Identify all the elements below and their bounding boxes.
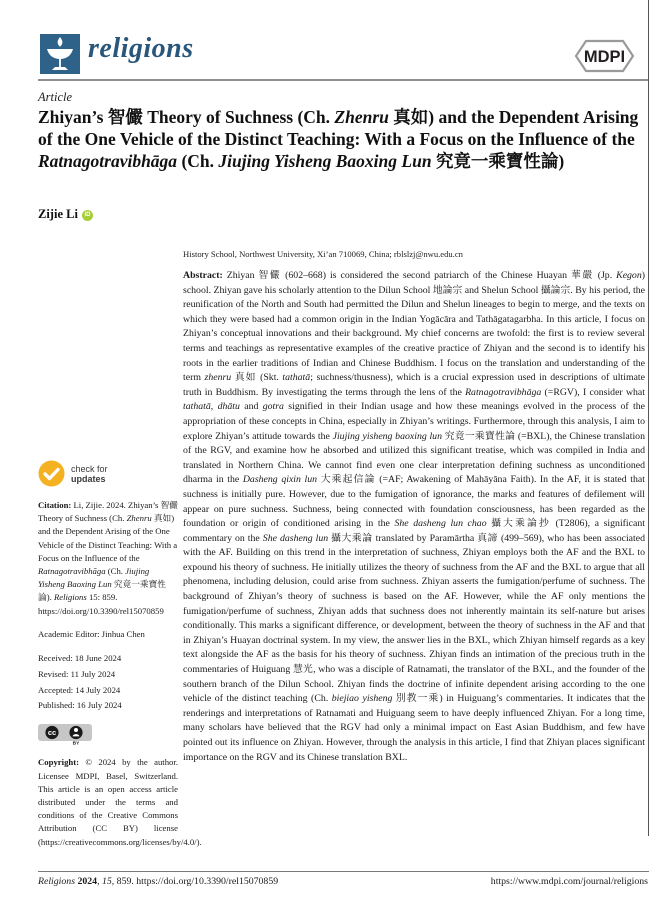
chalice-flame-icon [40,34,80,74]
svg-text:cc: cc [47,728,57,738]
footer-journal-url[interactable]: https://www.mdpi.com/journal/religions [490,876,648,887]
author-name: Zijie Li [38,207,78,221]
footer-citation[interactable]: Religions 2024, 15, 859. https://doi.org/10.3390/rel15070859 [38,876,279,887]
footer-rule [38,871,649,872]
header-rule [38,79,649,81]
date-published: Published: 16 July 2024 [38,700,122,711]
page-edge-line [648,0,649,836]
date-accepted: Accepted: 14 July 2024 [38,684,121,695]
mdpi-logo[interactable] [566,38,644,74]
cc-by-license-badge[interactable] [38,724,92,745]
author-line [38,207,93,222]
journal-name: religions [88,33,194,64]
article-type-label: Article [38,90,73,104]
orcid-icon[interactable]: iD [82,210,93,221]
check-for-updates-badge[interactable] [38,460,178,487]
abstract-text: Abstract: Zhiyan 智儼 (602–668) is considered the second patriarch of the Chinese Huayan 華嚴 (Jp. Kegon) school. Zhiyan gave his scholarly attention to the Dilun School 地論宗 and Shelun School 攝論宗. By his period, the reunification of the North and South had permitted the Dilun and Shelun lineages to begin to merge, and the texts on which they were based had a common origin in the Indian Yogācāra and Tathāgatagarbha. In this article, I focus on Zhiyan’s conceptual innovations and their background. My chief concerns are twofold: the first is to review several terms and teachings as representative examples of the creative practice of Zhiyan and the second is to identify his roots in the earlier traditions of Indian and Chinese Buddhism. I focus on the translation and understanding of the term zhenru 真如 (Skt. tathatā; suchness/thusness), which is a crucial expression used in descriptions of ultimate truth in Buddhism. By investigating the terms through the lens of the Ratnagotravibhāga (=RGV), I consider what tathatā, dhātu and gotra signified in their Indian usage and how these meanings evolved in the process of the appropriation of these concepts in China, especially in Zhiyan’s writings. Furthermore, through this analysis, I aim to explore Zhiyan’s attitude towards the Jiujing yisheng baoxing lun 究竟一乘寶性論 (=BXL), the Chinese translation of the RGV, and examine how he absorbed and utilized this significant treatise, which was compiled in India and translated in Northern China. We cannot find even one clear interpretation defining suchness as unconditioned dharma in the Dasheng qixin lun 大乘起信論 (=AF; Awakening of Mahāyāna Faith). In the AF, it is stated that suchness is initially pure. However, due to the fumigation of ignorance, the marks and features of defilement will appear on pure suchness. Suchness, being connected with foundation consciousness, has been regarded as the foundation or origin of conditioned arising in the She dasheng lun chao 攝大乘論抄 (T2806), a significant commentary on the She dasheng lun 攝大乘論 translated by Paramārtha 真諦 (499–569), who has been associated with the AF. Building on this trend in the interpretation of suchness, Zhiyan employs both the AF and the BXL to expound his theory of suchness. He initially utilizes the theory of suchness from the AF and the BXL to argue that all phenomena, including delusion, could arise from suchness. Zhiyan asserts the fumigation/perfume of suchness. The background of Zhiyan’s theory of suchness is based on the AF. However, while the AF only mentions the fumigation/perfume of suchness, Zhiyan adds that suchness does not inherently maintain its self-nature but arises conditionally. This marks a significant difference, or development, between the theory of suchness in the AF and that in Zhiyan’s Huayan doctrinal system. In my view, the answer lies in the BXL, which Zhiyan himself regards as a key text alongside the AF as the basis for his theory of suchness. Zhiyan finds an intimation of the precious truth in the commentaries of Huiguang 慧光, who was a disciple of Ratnamati, the translator of the BXL, and the founder of the southern branch of the Dilun School. Zhiyan finds the doctrine of infinite dependent arising according to the one vehicle of the distinct teaching (Ch. biejiao yisheng 別教一乘) in Huiguang’s commentaries. It indicates that the renderings and interpretations of Ratnamati and Huiguang seem to have deeply influenced Zhiyan. For a long time, many scholars have believed that the RGV had only a minimal impact on East Asian Buddhism, and few have pointed out its influence on Zhiyan. However, through the analysis in this article, I find that Zhiyan places significant importance on the RGV and its Chinese translation BXL. [183,270,645,763]
date-received: Received: 18 June 2024 [38,653,122,664]
citation-block: Citation: Li, Zijie. 2024. Zhiyan’s 智儼 Theory of Suchness (Ch. Zhenru 真如) and the Dependent Arising of the One Vehicle of the Distinct Teaching: With a Focus on the Influence of the Ratnagotravibhāga (Ch. Jiujing Yisheng Baoxing Lun 究竟一乘寶性論). Religions 15: 859. https://doi.org/10.3390/rel15070859 [38,500,178,616]
svg-text:BY: BY [72,741,80,746]
date-revised: Revised: 11 July 2024 [38,668,116,679]
page-title: Zhiyan’s 智儼 Theory of Suchness (Ch. Zhenru 真如) and the Dependent Arising of the One Vehicle of the Distinct Teaching: With a Focus on the Influence of the Ratnagotravibhāga (Ch. Jiujing Yisheng Baoxing Lun 究竟一乘寶性論) [38,107,639,171]
sidebar-meta-column [38,460,202,849]
religions-journal-logo[interactable] [40,34,80,74]
copyright-notice: Copyright: © 2024 by the author. Licensee MDPI, Basel, Switzerland. This article is an open access article distributed under the terms and conditions of the Creative Commons Attribution (CC BY) license (https://creativecommons.org/licenses/by/4.0/). [38,757,202,847]
attribution-person-icon [69,726,82,739]
check-circle-icon [38,460,65,487]
check-for-updates-label: check for updates [71,463,108,484]
academic-editor: Academic Editor: Jinhua Chen [38,628,145,639]
author-affiliation: History School, Northwest University, Xi’an 710069, China; rblslzj@nwu.edu.cn [183,249,463,259]
mdpi-logo-text: MDPI [583,48,626,66]
article-dates [38,651,178,714]
